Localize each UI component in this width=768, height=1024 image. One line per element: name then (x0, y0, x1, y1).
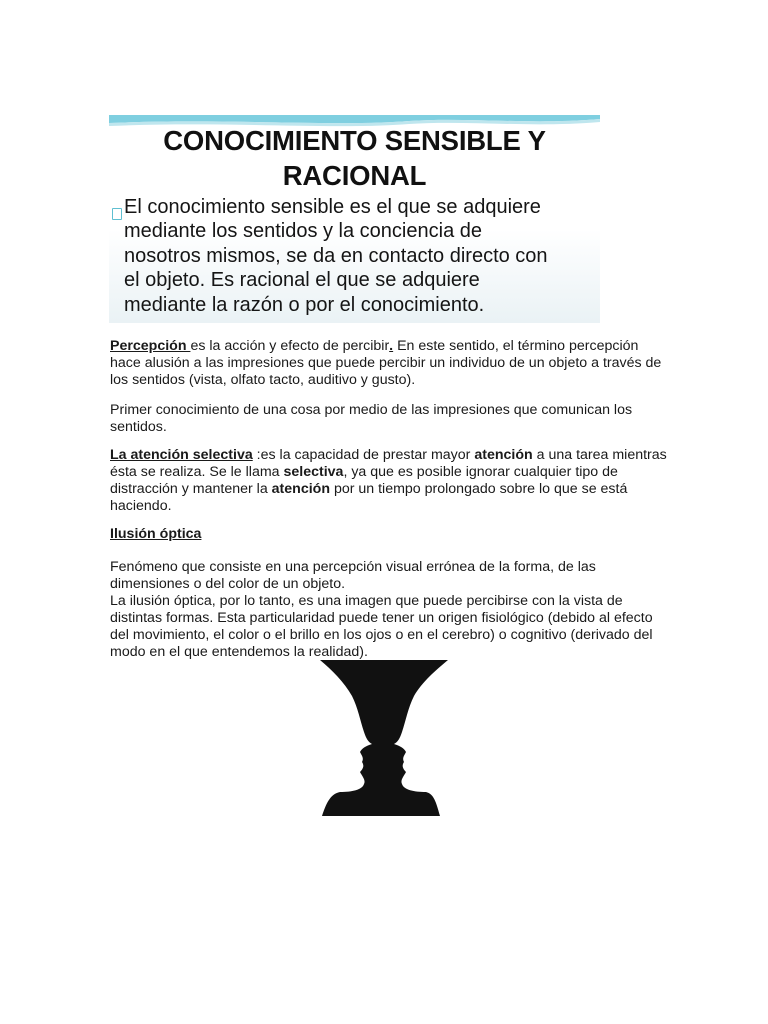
vase-silhouette (320, 660, 448, 816)
slide-body-line: El conocimiento sensible es el que se adquiere (124, 196, 541, 218)
paragraph-percepcion (110, 338, 670, 389)
paragraph-period: . (389, 338, 394, 354)
bold-word: atención (271, 481, 330, 497)
square-outline-bullet-icon (112, 208, 122, 220)
paragraph-text: En este sentido, el término percepción hace alusión a las impresiones que puede percibir un individuo de un objeto a través de los sentidos (vista, olfato tacto, auditivo y gusto). (110, 338, 662, 388)
slide-body-line: el objeto. Es racional el que se adquiere (124, 269, 480, 292)
paragraph-ilusion (110, 559, 670, 661)
bold-word: atención (474, 447, 533, 463)
slide-body-line: mediante los sentidos y la conciencia de (124, 220, 482, 243)
paragraph-text: es la acción y efecto de percibir (190, 338, 390, 354)
term-atencion-selectiva: La atención selectiva (110, 447, 253, 463)
paragraph-text: :es la capacidad de prestar mayor (252, 447, 475, 463)
paragraph-text: a una tarea mientras ésta se realiza. Se le llama (110, 447, 667, 480)
slide-title-line: RACIONAL (282, 160, 427, 191)
rubin-vase-illusion-icon (318, 660, 450, 816)
slide-body (124, 195, 599, 317)
slide-body-line: mediante la razón o por el conocimiento. (124, 293, 485, 316)
slide-title-line: CONOCIMIENTO SENSIBLE Y (163, 125, 546, 156)
slide-body-line: nosotros mismos, se da en contacto directo con (124, 244, 548, 267)
paragraph-line: Fenómeno que consiste en una percepción visual errónea de la forma, de las dimensiones o del color de un objeto. (110, 559, 596, 592)
paragraph-text: , ya que es posible ignorar cualquier tipo de distracción y mantener la (110, 464, 618, 497)
bold-word: selectiva (283, 464, 344, 480)
term-percepcion: Percepción (110, 338, 191, 354)
paragraph-atencion-selectiva (110, 447, 670, 515)
paragraph-line: La ilusión óptica, por lo tanto, es una imagen que puede percibirse con la vista de distintas formas. Esta particularidad puede tener un origen fisiológico (debido al efecto del movimiento, el color o el brillo en los ojos o en el cerebro) o cognitivo (derivado del modo en el que entendemos la realidad). (110, 593, 653, 660)
paragraph-text: por un tiempo prolongado sobre lo que se está haciendo. (110, 481, 628, 514)
heading-ilusion-optica: Ilusión óptica (110, 526, 202, 542)
slide-title (109, 123, 600, 193)
slide-image (109, 115, 600, 323)
paragraph-primer-conocimiento: Primer conocimiento de una cosa por medio de las impresiones que comunican los sentidos. (110, 402, 633, 435)
